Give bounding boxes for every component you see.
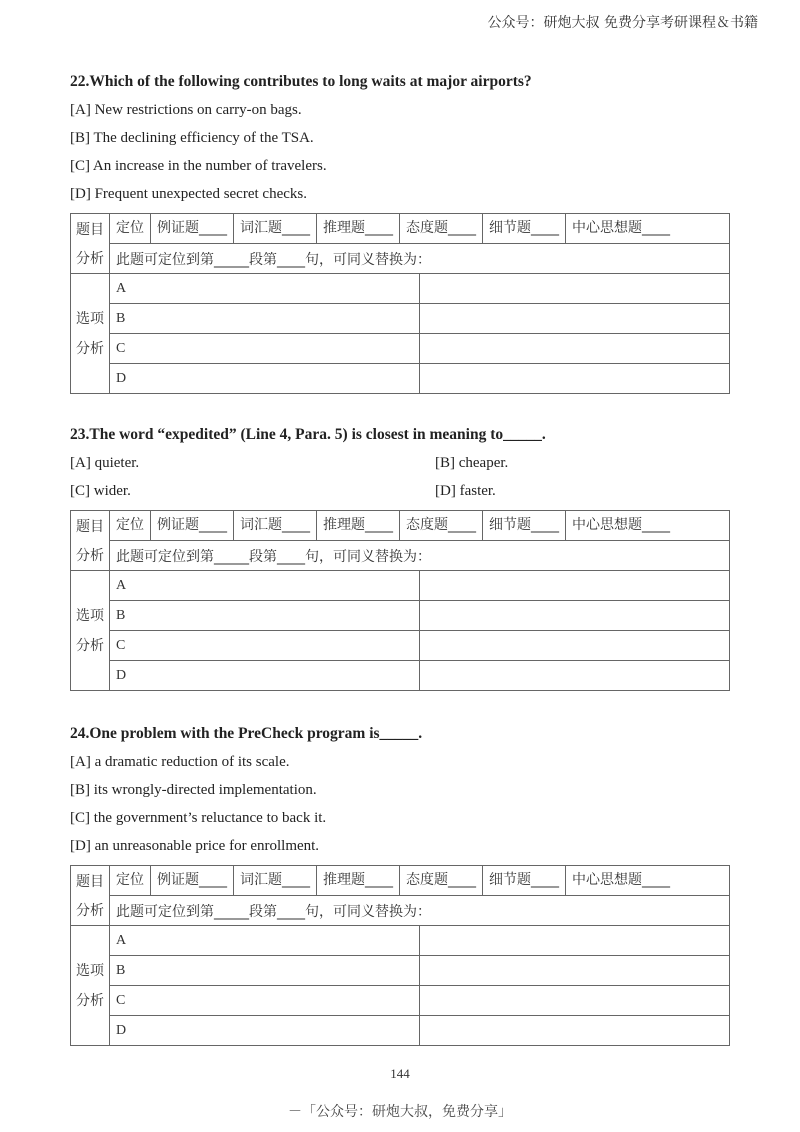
page-number: 144 — [390, 1066, 410, 1081]
label-option-analysis: 选项 分析 — [71, 926, 110, 1046]
option-c: [C] wider. — [70, 483, 131, 499]
type-detail: 细节题____ — [483, 214, 566, 243]
letter-a: A — [110, 571, 420, 601]
type-main-idea: 中心思想题____ — [572, 220, 670, 236]
answer-cell-c[interactable] — [420, 631, 730, 661]
type-locate: 定位 — [110, 214, 151, 243]
letter-a: A — [110, 926, 420, 956]
option-a: [A] a dramatic reduction of its scale. — [70, 754, 290, 770]
type-locate: 定位 — [110, 511, 151, 540]
option-b: [B] The declining efficiency of the TSA. — [70, 130, 314, 146]
option-b: [B] its wrongly-directed implementation. — [70, 782, 317, 798]
option-a: [A] New restrictions on carry-on bags. — [70, 102, 302, 118]
answer-cell-a[interactable] — [420, 571, 730, 601]
type-detail: 细节题____ — [483, 511, 566, 540]
label-fenxi: 分析 — [71, 896, 110, 926]
answer-cell-c[interactable] — [420, 334, 730, 364]
letter-c: C — [110, 631, 420, 661]
type-attitude: 态度题____ — [400, 511, 483, 540]
option-c: [C] An increase in the number of travelers. — [70, 158, 327, 174]
header-note: 公众号：研炮大叔 免费分享考研课程＆书籍 — [487, 15, 758, 31]
letter-d: D — [110, 661, 420, 691]
question-24 — [70, 724, 730, 1046]
answer-cell-b[interactable] — [420, 304, 730, 334]
type-attitude: 态度题____ — [400, 866, 483, 895]
answer-cell-b[interactable] — [420, 956, 730, 986]
type-locate: 定位 — [110, 866, 151, 895]
type-inference: 推理题____ — [317, 511, 400, 540]
option-list — [70, 752, 730, 856]
letter-c: C — [110, 986, 420, 1016]
type-vocabulary: 词汇题____ — [234, 511, 317, 540]
question-type-row — [110, 866, 730, 896]
option-a: [A] quieter. — [70, 455, 140, 471]
answer-cell-a[interactable] — [420, 926, 730, 956]
question-type-row — [110, 214, 730, 244]
label-fenxi: 分析 — [71, 541, 110, 571]
letter-a: A — [110, 274, 420, 304]
option-d: [D] an unreasonable price for enrollment. — [70, 838, 320, 854]
label-option-analysis: 选项 分析 — [71, 274, 110, 394]
label-timu: 题目 — [71, 214, 110, 244]
option-list — [70, 453, 730, 501]
answer-cell-d[interactable] — [420, 1016, 730, 1046]
type-example: 例证题____ — [151, 511, 234, 540]
answer-cell-b[interactable] — [420, 601, 730, 631]
type-main-idea: 中心思想题____ — [572, 517, 670, 533]
answer-cell-d[interactable] — [420, 661, 730, 691]
type-attitude: 态度题____ — [400, 214, 483, 243]
label-option-analysis: 选项 分析 — [71, 571, 110, 691]
option-d: [D] faster. — [435, 483, 496, 499]
footer-note: －「公众号：研炮大叔，免费分享」 — [288, 1104, 512, 1120]
type-example: 例证题____ — [151, 214, 234, 243]
analysis-table — [70, 213, 730, 394]
question-title: 22.Which of the following contributes to long waits at major airports? — [70, 73, 532, 90]
option-b: [B] cheaper. — [435, 455, 509, 471]
locate-sentence: 此题可定位到第_____段第____句，可同义替换为： — [110, 896, 730, 926]
letter-b: B — [110, 601, 420, 631]
option-d: [D] Frequent unexpected secret checks. — [70, 186, 307, 202]
analysis-table — [70, 510, 730, 691]
type-example: 例证题____ — [151, 866, 234, 895]
answer-cell-a[interactable] — [420, 274, 730, 304]
type-inference: 推理题____ — [317, 866, 400, 895]
question-type-row — [110, 511, 730, 541]
question-title: 24.One problem with the PreCheck program is_____. — [70, 725, 423, 742]
type-detail: 细节题____ — [483, 866, 566, 895]
label-timu: 题目 — [71, 511, 110, 541]
type-vocabulary: 词汇题____ — [234, 866, 317, 895]
letter-c: C — [110, 334, 420, 364]
question-23 — [70, 425, 730, 691]
letter-d: D — [110, 364, 420, 394]
option-c: [C] the government’s reluctance to back it. — [70, 810, 327, 826]
label-timu: 题目 — [71, 866, 110, 896]
letter-d: D — [110, 1016, 420, 1046]
option-list — [70, 100, 730, 204]
answer-cell-c[interactable] — [420, 986, 730, 1016]
question-title: 23.The word “expedited” (Line 4, Para. 5) is closest in meaning to_____. — [70, 426, 546, 443]
locate-sentence: 此题可定位到第_____段第____句，可同义替换为： — [110, 541, 730, 571]
locate-sentence: 此题可定位到第_____段第____句，可同义替换为： — [110, 244, 730, 274]
analysis-table — [70, 865, 730, 1046]
type-vocabulary: 词汇题____ — [234, 214, 317, 243]
type-main-idea: 中心思想题____ — [572, 872, 670, 888]
letter-b: B — [110, 304, 420, 334]
answer-cell-d[interactable] — [420, 364, 730, 394]
question-22 — [70, 72, 730, 394]
type-inference: 推理题____ — [317, 214, 400, 243]
label-fenxi: 分析 — [71, 244, 110, 274]
letter-b: B — [110, 956, 420, 986]
